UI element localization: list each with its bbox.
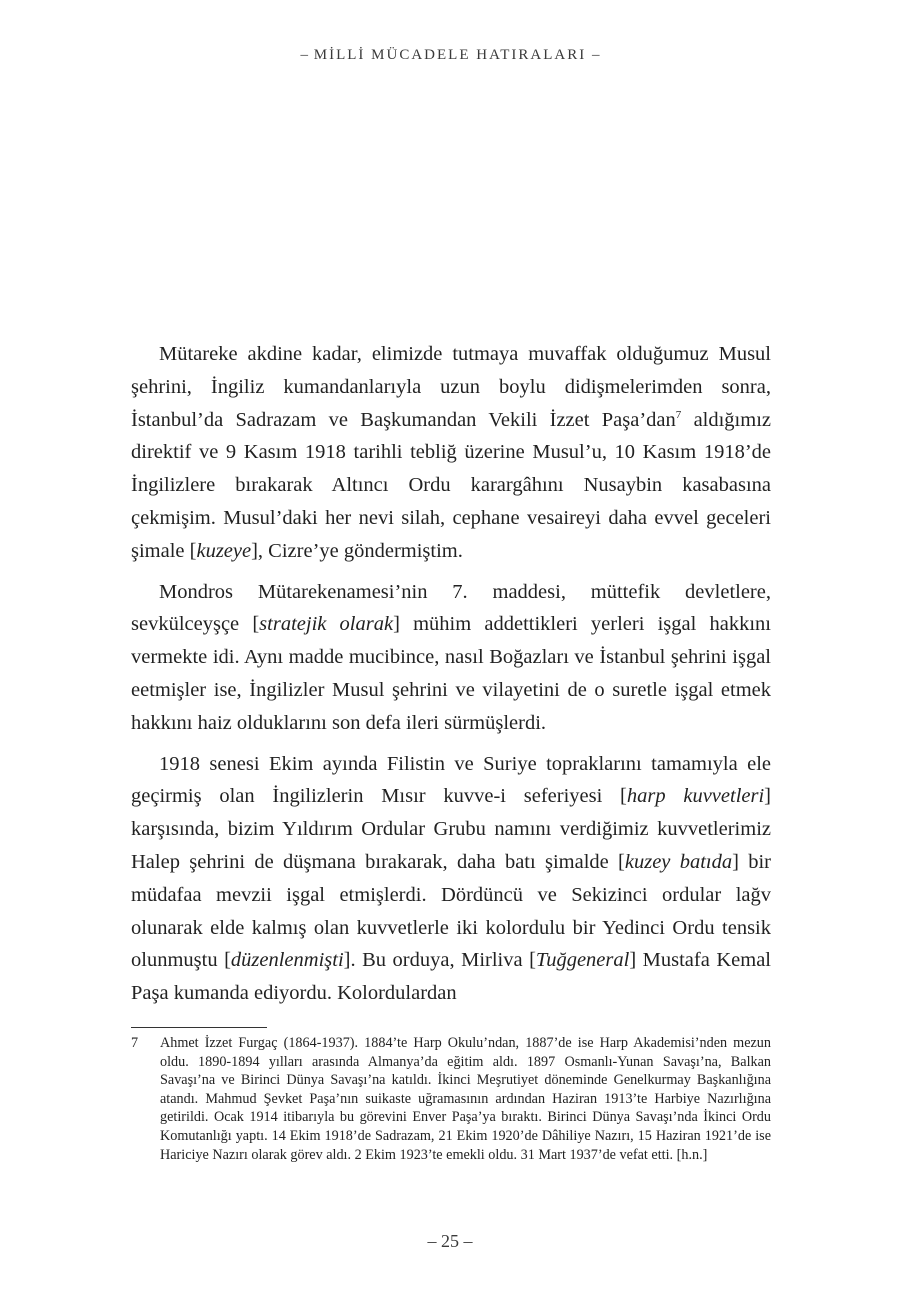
paragraph-1-text-a: Mütareke akdine kadar, elimizde tutmaya muvaffak olduğumuz Musul şehrini, İngiliz kumandanlarıyla uzun boylu didişmelerimden sonra, İstanbul’da Sadrazam ve Başkumandan Vekili İzzet Paşa’dan bbox=[131, 343, 771, 431]
page-number bbox=[0, 1231, 900, 1252]
paragraph-3-italic-gloss-3: düzenlenmişti bbox=[230, 949, 344, 972]
paragraph-3-italic-gloss-1: harp kuvvetleri bbox=[626, 785, 765, 808]
paragraph-3-italic-gloss-4: Tuğgeneral bbox=[535, 949, 630, 972]
paragraph-3-text-e: ] bir müdafaa mevzii işgal etmişlerdi. Dördüncü ve Sekizinci ordular lağv olunarak elde kalmış olan kuvvetlerle iki kolordulu bir Yedinci Ordu tensik olunmuştu [ bbox=[131, 850, 771, 972]
paragraph-3-text-g: ]. Bu orduya, Mirliva [ bbox=[343, 949, 536, 972]
page-number-value: 25 bbox=[441, 1231, 459, 1251]
paragraph-2-text-a: Mondros Mütarekenamesi’nin 7. maddesi, müttefik devletlere, sevkülceyşçe [ bbox=[131, 580, 771, 636]
paragraph-2 bbox=[131, 576, 771, 740]
paragraph-1-italic-gloss: kuzeye bbox=[196, 539, 252, 562]
footnote-reference: 7 bbox=[675, 408, 682, 421]
book-title: MİLLİ MÜCADELE HATIRALARI bbox=[313, 47, 587, 63]
paragraph-3-italic-gloss-2: kuzey batıda bbox=[624, 850, 733, 873]
footnote bbox=[131, 1034, 771, 1164]
paragraph-3-text-c: ] karşısında, bizim Yıldırım Ordular Grubu namını verdiğimiz kuvvetlerimiz Halep şehrini de düşmana bırakarak, daha batı şimalde [ bbox=[131, 785, 771, 873]
paragraph-3-text-i: ] Mustafa Kemal Paşa kumanda ediyordu. Kolordulardan bbox=[131, 949, 771, 1005]
footnote-text: Ahmet İzzet Furgaç (1864-1937). 1884’te Harp Okulu’ndan, 1887’de ise Harp Akademisi’nden mezun oldu. 1890-1894 yılları arasında Almanya’da eğitim aldı. 1897 Osmanlı-Yunan Savaşı’na, Balkan Savaşı’na ve Birinci Dünya Savaşı’na katıldı. İkinci Meşrutiyet döneminde Genelkurmay Başkanlığına atandı. Mahmud Şevket Paşa’nın suikaste uğramasının ardından Haziran 1913’te Harbiye Nazırlığına getirildi. Ocak 1914 itibarıyla bu görevini Enver Paşa’ya bıraktı. Birinci Dünya Savaşı’nda İkinci Ordu Komutanlığı yaptı. 14 Ekim 1918’de Sadrazam, 21 Ekim 1920’de Dâhiliye Nazırı, 15 Haziran 1921’de ise Hariciye Nazırı olarak görev aldı. 2 Ekim 1923’te emekli oldu. 31 Mart 1937’de vefat etti. [h.n.] bbox=[160, 1035, 771, 1163]
paragraph-1-text-b: aldığımız direktif ve 9 Kasım 1918 tarihli tebliğ üzerine Musul’u, 10 Kasım 1918’de İngilizlere bırakarak Altıncı Ordu karargâhını Nusaybin kasabasına çekmişim. Musul’daki her nevi silah, cephane vesaireyi daha evvel geceleri şimale [ bbox=[131, 408, 771, 562]
footnote-divider bbox=[131, 1027, 267, 1028]
header-left-ornament: – bbox=[300, 47, 308, 63]
paragraph-2-italic-gloss: stratejik olarak bbox=[259, 613, 394, 636]
page-number-right-ornament: – bbox=[463, 1231, 473, 1251]
running-header bbox=[0, 47, 900, 64]
body-text bbox=[131, 338, 771, 1018]
footnote-number: 7 bbox=[131, 1035, 139, 1051]
paragraph-1-text-d: ], Cizre’ye göndermiştim. bbox=[251, 539, 463, 562]
page-number-left-ornament: – bbox=[427, 1231, 437, 1251]
paragraph-3 bbox=[131, 748, 771, 1010]
paragraph-2-text-c: ] mühim addettikleri yerleri işgal hakkını vermekte idi. Aynı madde mucibince, nasıl Boğazları ve İstanbul şehrini işgal eetmişler ise, İngilizler Musul şehrini ve vilayetini de o suretle işgal etmek hakkını haiz olduklarını son defa ileri sürmüşlerdi. bbox=[131, 613, 771, 734]
paragraph-1 bbox=[131, 338, 771, 568]
paragraph-3-text-a: 1918 senesi Ekim ayında Filistin ve Suriye topraklarını tamamıyla ele geçirmiş olan İngilizlerin Mısır kuvve-i seferiyesi [ bbox=[131, 752, 771, 808]
header-right-ornament: – bbox=[591, 47, 600, 63]
